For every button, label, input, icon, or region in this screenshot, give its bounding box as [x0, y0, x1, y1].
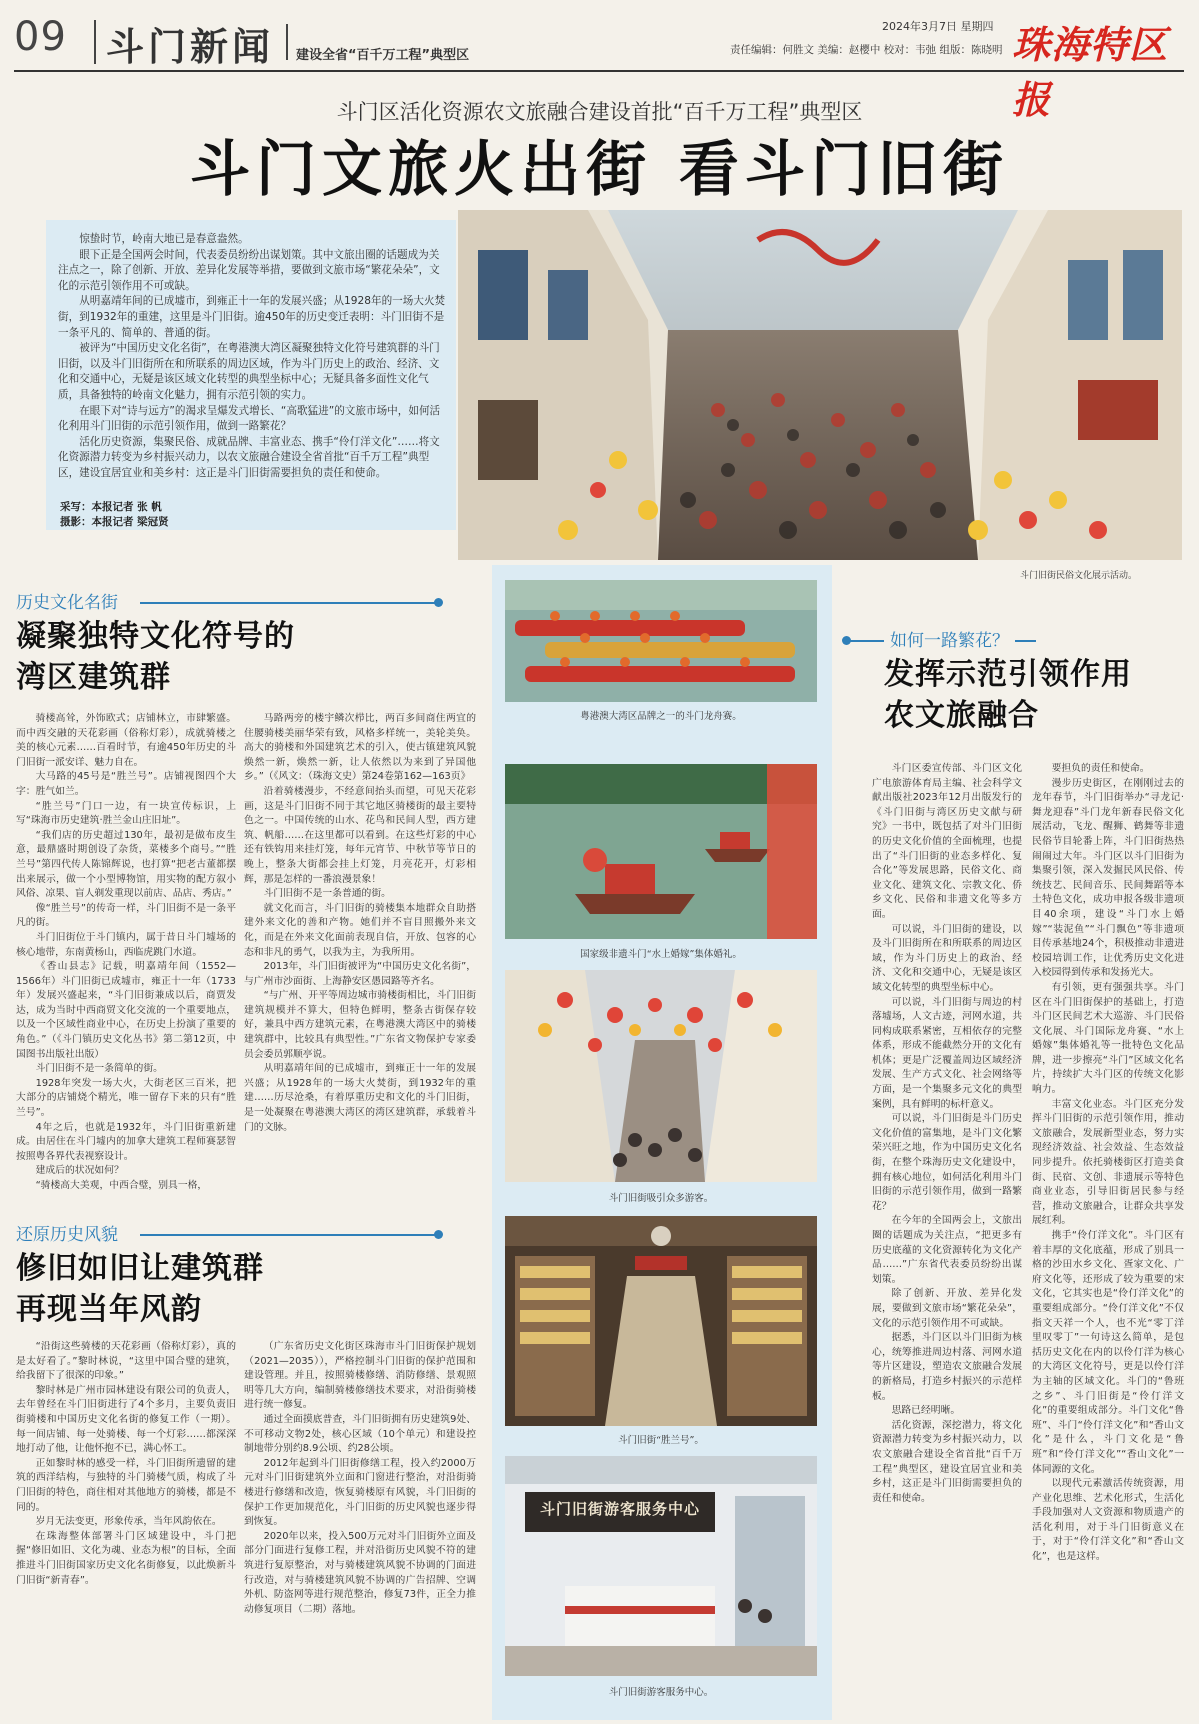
paragraph: 大马路的45号是“胜兰号”。店铺视图四个大字：胜气如兰。 — [16, 771, 236, 797]
paragraph: 马路两旁的楼宇鳞次栉比，两百多间商住两宜的住腰骑楼美丽华荣有致，风格多样统一，美轮美奂。高大的骑楼和外国建筑艺术的引入，使古镇建筑风貌焕然一新，焕然一新，让人依然以为来到了异国他乡。”（《风文：（珠海文史）第24卷第162—163页》 — [244, 713, 476, 783]
paragraph: 骑楼高耸，外饰欧式；店铺林立，市肆繁盛。而中西交融的天花彩画（俗称灯彩），成就骑楼之美的核心元素……百看时节，有逾450年历史的斗门旧街一派安详、魅力自在。 — [16, 713, 236, 768]
paragraph: （广东省历史文化街区珠海市斗门旧街保护规划（2021—2035）），严格控制斗门旧街的保护范围和建设管理。并且，按照骑楼修缮、消防修缮、景观照明等几大方向，编制骑楼修缮技术要求，对沿街骑楼进行统一修复。 — [244, 1341, 476, 1411]
paragraph: “胜兰号”门口一边，有一块宣传标识，上写“珠海市历史建筑·胜兰金山庄旧址”。 — [16, 800, 236, 827]
shenglan-shop-photo — [505, 1216, 817, 1426]
paragraph: 可以说，斗门旧街的建设，以及斗门旧街所在和所联系的周边区域，作为斗门历史上的政治、经济、文化和交通中心，无疑是该区域文化转型的典型坐标中心。 — [872, 923, 1022, 993]
masthead-divider — [286, 24, 288, 60]
photo-caption: 斗门旧街游客服务中心。 — [608, 1687, 714, 1698]
visitor-center-illustration — [505, 1456, 817, 1676]
page-number: 09 — [14, 14, 67, 60]
paragraph: 斗门区委宣传部、斗门区文化广电旅游体育局主编、社会科学文献出版社2023年12月出版发行的《斗门旧街与湾区历史文献与研究》一书中，既包括了对斗门旧街的历史文化价值的全面梳理，也提出了“斗门旧街的业态多样化、复合化”等发展思路，民俗文化、商业文化、建筑文化、宗教文化、侨乡文化、民俗和非遗文化等多方面。 — [872, 763, 1022, 920]
paragraph: 有引领，更有强强共享。斗门区在斗门旧街保护的基础上，打造斗门区民间艺术大巡游、斗门民俗文化展、斗门国际龙舟赛、“水上婚嫁”集体婚礼等一批特色文化品牌，进一步擦亮“斗门”区域文化名片，持续扩大斗门区的传统文化影响力。 — [1032, 981, 1184, 1096]
paragraph: 《香山县志》记载，明嘉靖年间（1552—1566年）斗门旧街已成墟市，雍正十一年（1733年）发展兴盛起来，“斗门旧街兼成以后，商贾发达，成为当时中西商贸文化交流的一个重要地点，以及一个区域性商业中心，在历史上扮演了重要的角色。”（《斗门镇历史文化丛书》第二第12页，中国图书出版社出版） — [16, 961, 236, 1060]
paragraph: 斗门旧街位于斗门镇内，属于昔日斗门墟场的核心地带，东南黄杨山，西临虎跳门水道。 — [16, 931, 236, 958]
paragraph: 通过全面摸底普查，斗门旧街拥有历史建筑9处、不可移动文物2处，核心区域（10个单元）和建设控制地带分别约8.9公顷、约28公顷。 — [244, 1413, 476, 1455]
title-line: 发挥示范引领作用 — [884, 657, 1132, 692]
section-tag-dot — [434, 598, 443, 607]
editors-line: 责任编辑：何胜文 美编：赵樱中 校对：韦弛 组版：陈晓明 — [730, 44, 1003, 56]
section-tag-restore: 还原历史风貌 — [16, 1225, 118, 1245]
hero-photo — [458, 210, 1182, 560]
section-name: 斗门新闻 — [106, 24, 275, 69]
photo-caption: 国家级非遗斗门“水上婚嫁”集体婚礼。 — [580, 949, 742, 960]
paragraph: 建成后的状况如何？ — [35, 1165, 124, 1177]
paragraph: 在今年的全国两会上，文旅出圈的话题成为关注点，“把更多有历史底蕴的文化资源转化为文化产品……”广东省代表委员纷纷出谋划策。 — [872, 1215, 1022, 1285]
paragraph: 像“胜兰号”的传奇一样，斗门旧街不是一条平凡的街。 — [16, 902, 236, 929]
paragraph: 携手“伶仃洋文化”。斗门区有着丰厚的文化底蕴，形成了别具一格的沙田水乡文化、疍家文化、广府文化等，还形成了较为重要的宋文化，它其实也是“伶仃洋文化”的重要组成部分。“伶仃洋文化”不仅指文天祥一个人，也不光“零丁洋里叹零丁”一句诗这么简单，是包括历史文化在内的以伶仃洋为核心的大湾区文化符号，更是以伶仃洋为主轴的区域文化。斗门的“鲁班之乡”、斗门旧街是“伶仃洋文化”的重要组成部分。斗门文化“鲁班”、斗门“伶仃洋文化”和“香山文化”是什么，斗门文化是“鲁班”和“伶仃洋文化”“香山文化”一体同源的文化。 — [1032, 1230, 1184, 1475]
section-tag-rule — [140, 602, 436, 604]
section-title-history — [16, 616, 295, 698]
article-kicker: 斗门区活化资源农文旅融合建设首批“百千万工程”典型区 — [336, 100, 863, 124]
paragraph: 活化资源，深挖潜力，将文化资源潜力转变为乡村振兴动力，以农文旅融合建设全省首批“百千万工程”典型区，建设宜居宜业和美乡村，这正是斗门旧街需要担负的责任和使命。 — [872, 1419, 1022, 1504]
paragraph: 2013年，斗门旧街被评为“中国历史文化名街”，与广州市沙面街、上海静安区愚园路等齐名。 — [244, 961, 476, 987]
byline-photographer: 摄影：本报记者 梁冠贤 — [60, 516, 169, 528]
title-line: 农文旅融合 — [884, 698, 1039, 733]
paragraph: 从明嘉靖年间的已成墟市，到雍正十一年的发展兴盛；从1928年的一场大火焚街，到1932年的重建……历尽沧桑，有着厚重历史和文化的斗门旧街，是一处凝聚在粤港澳大湾区的湾区建筑群，承载着斗门的文脉。 — [244, 1063, 476, 1133]
paragraph: 斗门旧街不是一条普通的街。 — [263, 888, 391, 900]
paragraph: 在珠海整体部署斗门区域建设中，斗门把握“修旧如旧、文化为魂、业态为根”的目标，全面推进斗门旧街国家历史文化名街修复，以此焕新斗门旧街“新青春”。 — [16, 1530, 236, 1586]
bloom-column-2 — [1032, 762, 1184, 1716]
photo-caption: 斗门旧街吸引众多游客。 — [608, 1193, 714, 1204]
section-title-restore — [16, 1248, 264, 1330]
water-wedding-illustration — [505, 764, 817, 939]
section-tag-rule — [140, 1234, 436, 1236]
history-column-1 — [16, 712, 236, 1216]
intro-paragraph: 被评为“中国历史文化名街”，在粤港澳大湾区凝聚独特文化符号建筑群的斗门旧街，以及斗门旧街所在和所联系的周边区域，作为斗门历史上的政治、经济、文化和交通中心，无疑是该区域文化转型的典型坐标中心；无疑具备多面性文化气质，具备独特的岭南文化魅力，拥有示范引领的实力。 — [58, 342, 440, 401]
paragraph: 据悉，斗门区以斗门旧街为核心，统筹推进周边村落、河网水道等片区建设，塑造农文旅融合发展的新格局，打造乡村振兴的示范样板。 — [872, 1332, 1022, 1402]
title-line: 湾区建筑群 — [16, 660, 171, 695]
paragraph: 斗门旧街不是一条简单的街。 — [35, 1063, 163, 1075]
intro-paragraph: 在眼下对“诗与远方”的渴求呈爆发式增长、“高歌猛进”的文旅市场中，如何活化利用斗门旧街的示范引领作用，做到一路繁花？ — [58, 404, 441, 433]
paragraph: 4年之后，也就是1932年，斗门旧街重新建成。由居住在斗门墟内的加拿大建筑工程师赛瑟智按照粤各界代表视察设计。 — [16, 1121, 236, 1162]
photo-caption: 粤港澳大湾区品牌之一的斗门龙舟赛。 — [580, 711, 742, 722]
photo-caption: 斗门旧街“胜兰号”。 — [618, 1435, 704, 1446]
byline — [60, 500, 169, 530]
shop-interior-illustration — [505, 1216, 817, 1426]
paragraph: “与广州、开平等周边城市骑楼街相比，斗门旧街建筑规模并不算大，但特色鲜明，整条古街保存较好，兼具中西方建筑元素，在粤港澳大湾区中的骑楼建筑群中，比较具有典型性。”广东省文物保护专家委员会委员郭顺亭说。 — [244, 990, 476, 1060]
old-street-illustration — [505, 970, 817, 1182]
paragraph: 除了创新、开放、差异化发展，要做到文旅市场“繁花朵朵”，文化的示范引领作用不可或缺。 — [872, 1288, 1022, 1329]
masthead-divider — [94, 20, 96, 64]
paragraph: 2020年以来，投入500万元对斗门旧街外立面及部分门面进行复修工程，并对沿街历史风貌不符的建筑进行复原整治，对与骑楼建筑风貌不协调的门面进行改造，对与骑楼建筑风貌不协调的广告招牌、空调外机、防盗网等进行规范整治，修复73件，正全力推动修复项目（二期）落地。 — [244, 1530, 476, 1615]
restore-column-1 — [16, 1340, 236, 1716]
paragraph: 思路已经明晰。 — [891, 1405, 961, 1417]
paragraph: 1928年突发一场大火，大街老区三百米，把大部分的店铺烧个精光，唯一留存下来的只有“胜兰号”。 — [16, 1077, 236, 1119]
title-line: 凝聚独特文化符号的 — [16, 619, 295, 654]
paragraph: “沿街这些骑楼的天花彩画（俗称灯彩），真的是太好看了。”黎时林说，“这里中国合璧的建筑，给我留下了很深的印象。” — [16, 1341, 236, 1382]
title-line: 再现当年风韵 — [16, 1292, 202, 1327]
section-tag-history: 历史文化名街 — [16, 593, 118, 613]
intro-text — [58, 232, 446, 482]
intro-paragraph: 惊蛰时节，岭南大地已是春意盎然。 — [79, 233, 249, 245]
paragraph: 2012年起到斗门旧街修缮工程，投入约2000万元对斗门旧街建筑外立面和门窗进行整治，对沿街骑楼进行修缮和改造，恢复骑楼原有风貌，斗门旧街的保护工作更加规范化，斗门旧街的历史风貌也逐步得到恢复。 — [244, 1457, 476, 1528]
paragraph: “骑楼高大美观，中西合璧，别具一格， — [35, 1180, 208, 1191]
section-tag-bloom: 如何一路繁花？ — [884, 626, 1015, 651]
byline-writer: 采写：本报记者 张 帆 — [60, 501, 162, 513]
paragraph: 以现代元素激活传统资源，用产业化思维、艺术化形式，生活化手段加强对人文资源和物质遗产的活化利用，对于斗门旧街意义在于，对于“伶仃洋文化”和“香山文化”，也是这样。 — [1032, 1478, 1184, 1563]
paragraph: 丰富文化业态。斗门区充分发挥斗门旧街的示范引领作用，推动文旅融合，发展新型业态，努力实现经济效益、社会效益、生态效益同步提升。依托骑楼街区打造美食街、民宿、文创、非遗展示等特色商业业态，引导旧街居民参与经营，推动文旅融合，让群众共享发展红利。 — [1032, 1098, 1184, 1227]
paragraph: 漫步历史街区，在刚刚过去的龙年春节，斗门旧街举办“寻龙记·舞龙迎春”斗门龙年新春民俗文化展活动，飞龙、醒狮、鹤舞等非遗民俗节目轮番上阵，斗门旧街热热闹闹过大年。斗门区以斗门旧街为集聚引领，深入发掘民风民俗、传统技艺、民间音乐、民间舞蹈等本土特色文化，成功申报各级非遗项目40余项，建设“斗门水上婚嫁”“装泥鱼”“斗门飘色”等非遗项目传承基地24个，积极推动非遗进校园培训工作，让优秀历史文化进入校园得到传承和发扬光大。 — [1032, 777, 1184, 979]
intro-paragraph: 活化历史资源，集聚民俗、成就品牌、丰富业态、携手“伶仃洋文化”……将文化资源潜力转变为乡村振兴动力，以农文旅融合建设全省首批“百千万工程”典型区，建设宜居宜业和美乡村：这正是斗门旧街需要担负的责任和使命。 — [58, 435, 440, 479]
old-street-lanterns-photo — [505, 970, 817, 1182]
restore-column-2 — [244, 1340, 476, 1716]
newspaper-logo: 珠海特区报 — [1012, 22, 1169, 122]
article-headline: 斗门文旅火出街 看斗门旧街 — [190, 135, 1009, 205]
paragraph: 正如黎时林的感受一样，斗门旧街所遗留的建筑的西洋结构，与独特的斗门骑楼气质，构成了斗门旧街的特色，商住相对其他地方的骑楼，都是不同的。 — [16, 1457, 236, 1513]
visitor-center-sign: 斗门旧街游客服务中心 — [539, 1500, 700, 1518]
street-festival-illustration — [458, 210, 1182, 560]
intro-paragraph: 眼下正是全国两会时间，代表委员纷纷出谋划策。其中文旅出圈的话题成为关注点之一，除了创新、开放、差异化发展等举措，要做到文旅市场“繁花朵朵”，文化的示范引领作用不可或缺。 — [58, 248, 440, 292]
paragraph: 可以说，斗门旧街与周边的村落墟场，人文古迹，河网水道，共同构成联系紧密，互相依存的完整体系，形成不能截然分开的文化有机体；更是广泛覆盖周边区域经济发展、生产方式文化、社会网络等方面，是一个集聚多元文化的典型案例，具有鲜明的标杆意义。 — [872, 996, 1022, 1110]
issue-date: 2024年3月7日 星期四 — [882, 20, 994, 33]
title-line: 修旧如旧让建筑群 — [16, 1251, 264, 1286]
dragon-boat-photo — [505, 580, 817, 702]
paragraph: “我们店的历史超过130年，最初是做布皮生意，最鼎盛时期创设了杂货，菜楼多个商号。”“胜兰号”第四代传人陈锦辉说，也打算“把老古董都摆出来展示，做一个小型博物馆，用实物的配方叙小风俗、凉果、盲人剃发重现以前店、品店、秀店。” — [16, 829, 236, 900]
intro-paragraph: 从明嘉靖年间的已成墟市，到雍正十一年的发展兴盛；从1928年的一场大火焚街，到1932年的重建，这里是斗门旧街。逾450年的历史变迁表明：斗门旧街不是一条平凡的、简单的、普通的街。 — [58, 295, 446, 339]
paragraph: 就文化而言，斗门旧街的骑楼集本地群众自助搭建外来文化的善和产物。她们并不盲目照搬外来文化，而是在外来文化面前表现自信，开放、包容的心态和非凡的勇气，以我为主，为我所用。 — [244, 902, 476, 958]
paragraph: 要担负的责任和使命。 — [1051, 763, 1150, 774]
hero-photo-caption: 斗门旧街民俗文化展示活动。 — [1020, 571, 1138, 581]
bloom-column-1 — [872, 762, 1022, 1716]
water-wedding-photo — [505, 764, 817, 939]
history-column-2 — [244, 712, 476, 1216]
paragraph: 黎时林是广州市园林建设有限公司的负责人，去年曾经在斗门旧街进行了4个多月，主要负责旧街骑楼和中国历史文化名街的修复工作（一期）。每一间店铺、每一处骑楼、每一个灯彩……都深深地打动了他，让他怀抱不已，满心怀工。 — [16, 1384, 236, 1455]
section-tagline: 建设全省“百千万工程”典型区 — [296, 48, 470, 63]
dragon-boat-illustration — [505, 580, 817, 702]
paragraph: 岁月无法变更，形象传承，当年风韵依在。 — [35, 1516, 222, 1528]
section-tag-dot — [434, 1230, 443, 1239]
paragraph: 沿着骑楼漫步，不经意间抬头而望，可见天花彩画，这是斗门旧街不同于其它地区骑楼街的最主要特色之一。中国传统的山水、花鸟和民间人型，西方建筑、帆船……在这里都可以看到。在这些灯彩的中心还有铁钩用来挂灯笼，每年元宵节、中秋节等节日的晚上，整条大街都会挂上灯笼，月亮花开，灯彩相辉，那是怎样的一番浪漫景象！ — [244, 785, 476, 885]
section-title-bloom — [884, 654, 1132, 736]
visitor-center-photo — [505, 1456, 817, 1676]
paragraph: 可以说，斗门旧街是斗门历史文化价值的富集地，是斗门文化繁荣兴旺之地，作为中国历史文化名街，在整个珠海历史文化建设中，拥有核心地位，如何活化利用斗门旧街的示范引领作用，做到一路繁花？ — [872, 1113, 1022, 1212]
